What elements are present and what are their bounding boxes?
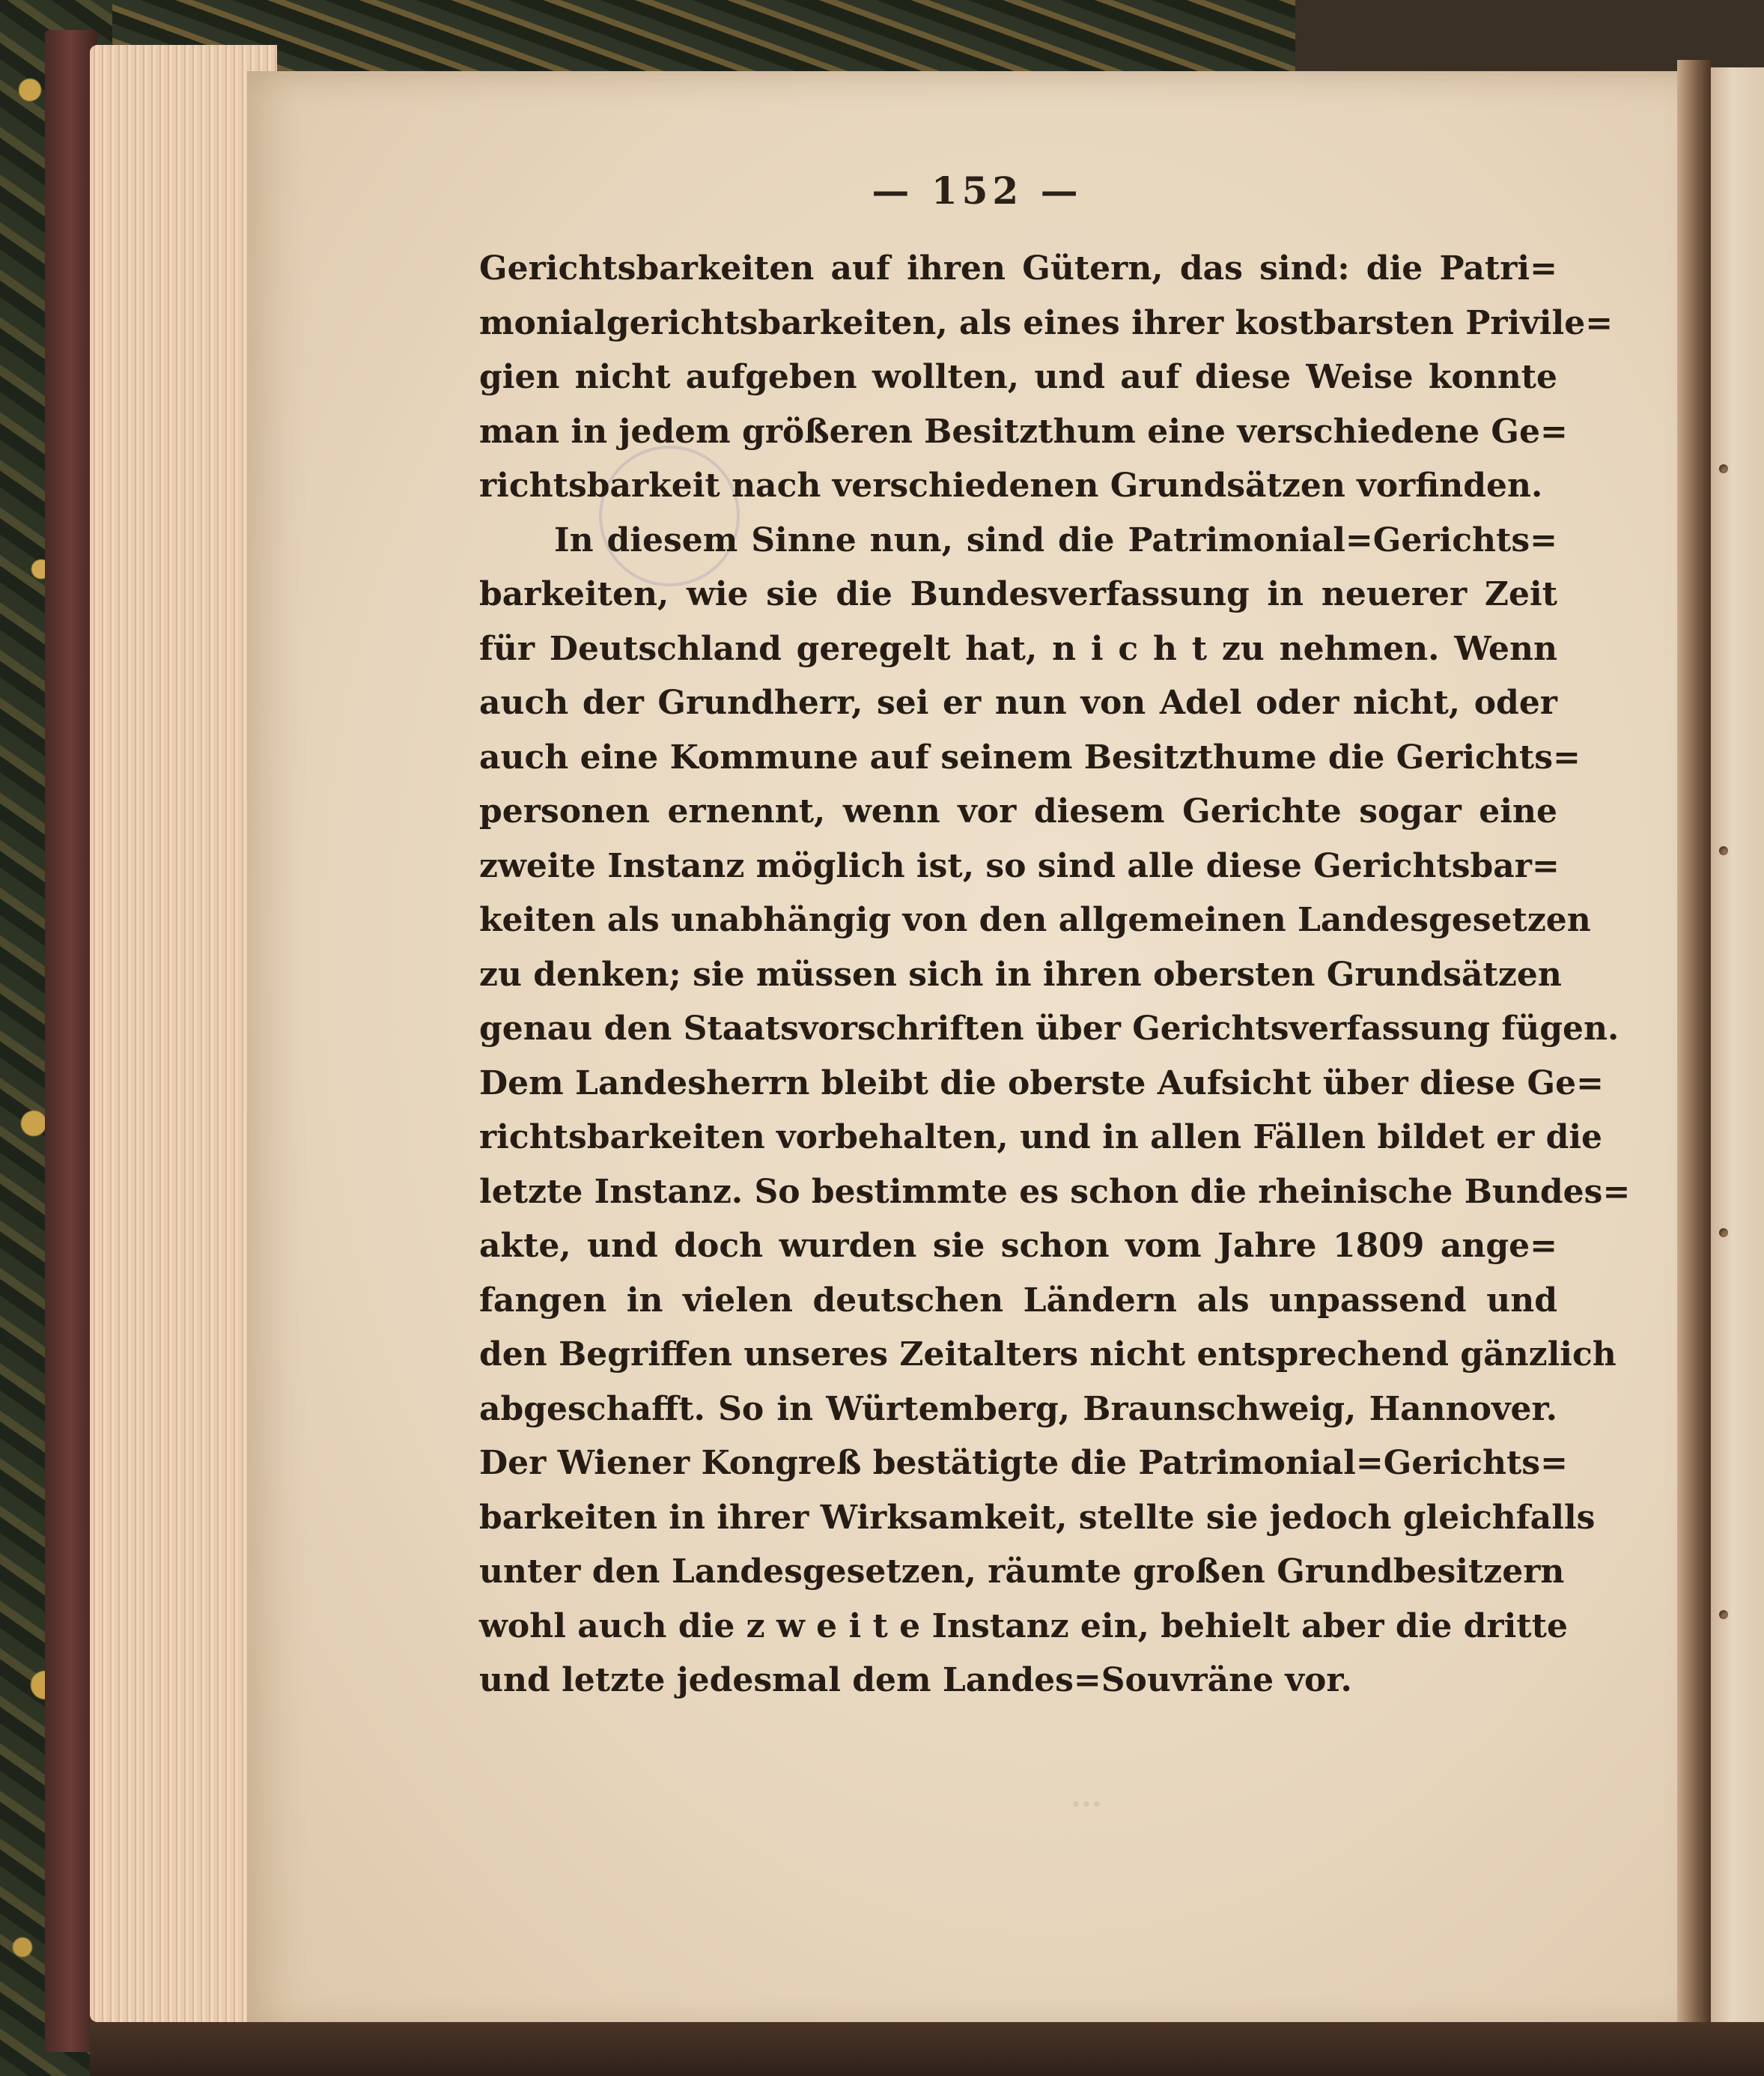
binding-stitch xyxy=(1719,464,1728,473)
body-text xyxy=(479,242,1631,1708)
facing-page-edge xyxy=(1711,67,1764,2045)
cover-bottom-edge xyxy=(90,2022,1764,2076)
text-line: akte, und doch wurden sie schon vom Jahre 1809 ange= xyxy=(479,1227,1557,1265)
bleed-through-text: ... xyxy=(1071,1779,1102,1814)
text-line: den Begriffen unseres Zeitalters nicht entsprechend gänzlich xyxy=(479,1335,1617,1374)
text-line: zu denken; sie müssen sich in ihren obersten Grundsätzen xyxy=(479,955,1562,994)
text-line: barkeiten in ihrer Wirksamkeit, stellte sie jedoch gleichfalls xyxy=(479,1498,1596,1537)
text-line: man in jedem größeren Besitzthum eine verschiedene Ge= xyxy=(479,412,1568,451)
text-line: Der Wiener Kongreß bestätigte die Patrimonial=Gerichts= xyxy=(479,1444,1568,1482)
text-line: abgeschafft. So in Würtemberg, Braunschweig, Hannover. xyxy=(479,1389,1557,1428)
page-number: — 152 — xyxy=(872,169,1083,213)
marbled-cover-top xyxy=(112,0,1295,71)
binding-stitch xyxy=(1719,1610,1728,1619)
text-line: wohl auch die z w e i t e Instanz ein, behielt aber die dritte xyxy=(479,1606,1568,1645)
text-line: In diesem Sinne nun, sind die Patrimonial=Gerichts= xyxy=(554,520,1557,559)
text-line: auch der Grundherr, sei er nun von Adel oder nicht, oder xyxy=(479,684,1557,722)
text-line: Gerichtsbarkeiten auf ihren Gütern, das sind: die Patri= xyxy=(479,249,1557,288)
binding-stitch xyxy=(1719,846,1728,855)
text-line: richtsbarkeit nach verschiedenen Grundsätzen vorfinden. xyxy=(479,467,1543,505)
text-line: und letzte jedesmal dem Landes=Souvräne vor. xyxy=(479,1661,1352,1699)
text-line: fangen in vielen deutschen Ländern als unpassend und xyxy=(479,1281,1557,1320)
text-line: zweite Instanz möglich ist, so sind alle diese Gerichtsbar= xyxy=(479,846,1560,885)
text-line: barkeiten, wie sie die Bundesverfassung in neuerer Zeit xyxy=(479,575,1557,613)
text-line: gien nicht aufgeben wollten, und auf diese Weise konnte xyxy=(479,358,1557,396)
text-line: letzte Instanz. So bestimmte es schon die rheinische Bundes= xyxy=(479,1172,1631,1211)
text-line: auch eine Kommune auf seinem Besitzthume die Gerichts= xyxy=(479,738,1581,777)
text-line: Dem Landesherrn bleibt die oberste Aufsicht über diese Ge= xyxy=(479,1063,1604,1102)
text-line: unter den Landesgesetzen, räumte großen Grundbesitzern xyxy=(479,1553,1565,1591)
text-line: monialgerichtsbarkeiten, als eines ihrer kostbarsten Privile= xyxy=(479,303,1614,342)
text-line: genau den Staatsvorschriften über Gerichtsverfassung fügen. xyxy=(479,1010,1619,1048)
text-line: personen ernennt, wenn vor diesem Gerichte sogar eine xyxy=(479,792,1557,831)
text-line: richtsbarkeiten vorbehalten, und in allen Fällen bildet er die xyxy=(479,1118,1603,1156)
page-gutter xyxy=(1677,60,1711,2037)
binding-stitch xyxy=(1719,1228,1728,1237)
text-line: für Deutschland geregelt hat, n i c h t zu nehmen. Wenn xyxy=(479,629,1557,668)
book-page xyxy=(247,71,1707,2033)
text-line: keiten als unabhängig von den allgemeinen Landesgesetzen xyxy=(479,901,1591,939)
